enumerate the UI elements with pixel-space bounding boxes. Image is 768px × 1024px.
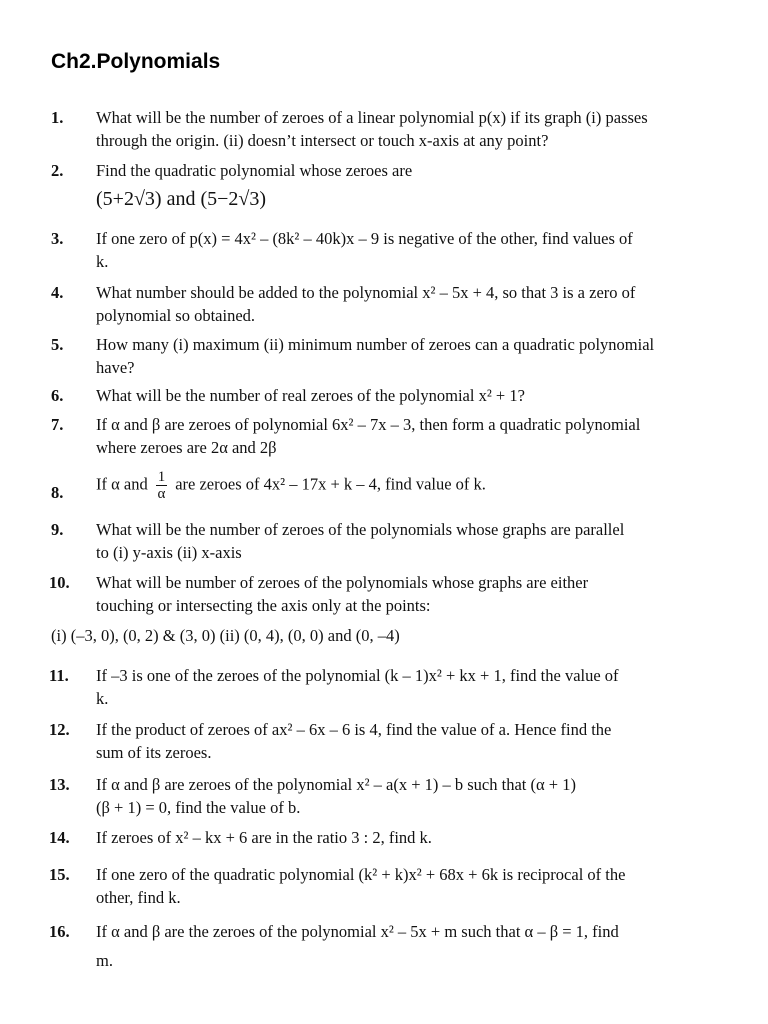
fraction-one-over-alpha: $\frac{1}{\alpha}$ [157,469,166,502]
question-text: If α and β are zeroes of polynomial 6x² – 7x – 3, then form a quadratic polynomial where zeroes are 2α and 2β [96,415,641,457]
question-number: 7. [51,415,64,434]
question-number: 6. [51,386,64,405]
question-number: 14. [49,828,70,847]
question-number: 9. [51,520,64,539]
question-number: 12. [49,720,70,739]
question-number: 5. [51,335,64,354]
question-text: (i) (–3, 0), (0, 2) & (3, 0) (ii) (0, 4), (0, 0) and (0, –4) [51,626,400,645]
question-text: If one zero of the quadratic polynomial (k² + k)x² + 68x + 6k is reciprocal of the other, find k. [96,865,626,907]
question-text: If the product of zeroes of ax² – 6x – 6 is 4, find the value of a. Hence find the sum of its zeroes. [96,720,612,762]
question-number: 8. [51,483,64,502]
question-number: 2. [51,161,64,180]
page-title: Ch2.Polynomials [51,50,221,73]
question-text: What will be number of zeroes of the polynomials whose graphs are either touching or intersecting the axis only at the points: [96,573,589,615]
question-text: If α and β are zeroes of the polynomial x² – a(x + 1) – b such that (α + 1) (β + 1) = 0, find the value of b. [96,775,576,817]
question-number: 16. [49,922,70,941]
question-number: 3. [51,229,64,248]
question-text: If one zero of p(x) = 4x² – (8k² – 40k)x – 9 is negative of the other, find values of k. [96,229,633,271]
question-number: 4. [51,283,64,302]
question-text: If zeroes of x² – kx + 6 are in the ratio 3 : 2, find k. [96,828,432,847]
question-number: 15. [49,865,70,884]
question-number: 10. [49,573,70,592]
question-text: How many (i) maximum (ii) minimum number of zeroes can a quadratic polynomial have? [96,335,655,377]
question-text: What will be the number of zeroes of a linear polynomial p(x) if its graph (i) passes through the origin. (ii) doesn’t intersect or touch x-axis at any point? [96,108,648,150]
question-text: What will be the number of zeroes of the polynomials whose graphs are parallel to (i) y-axis (ii) x-axis [96,520,625,562]
question-number: 1. [51,108,64,127]
question-number: 11. [49,666,69,685]
question-text: If α and $\frac{1}{\alpha}$ are zeroes of 4x² – 17x + k – 4, find value of k. [96,469,486,502]
question-text: What number should be added to the polynomial x² – 5x + 4, so that 3 is a zero of polynomial so obtained. [96,283,636,325]
question-text: Find the quadratic polynomial whose zeroes are (5+2√3) and (5−2√3) [96,161,413,210]
question-text: What will be the number of real zeroes of the polynomial x² + 1? [96,386,525,405]
question-text: If –3 is one of the zeroes of the polynomial (k – 1)x² + kx + 1, find the value of k. [96,666,619,708]
question-number: 13. [49,775,70,794]
question-text: If α and β are the zeroes of the polynomial x² – 5x + m such that α – β = 1, find m. [96,922,619,970]
